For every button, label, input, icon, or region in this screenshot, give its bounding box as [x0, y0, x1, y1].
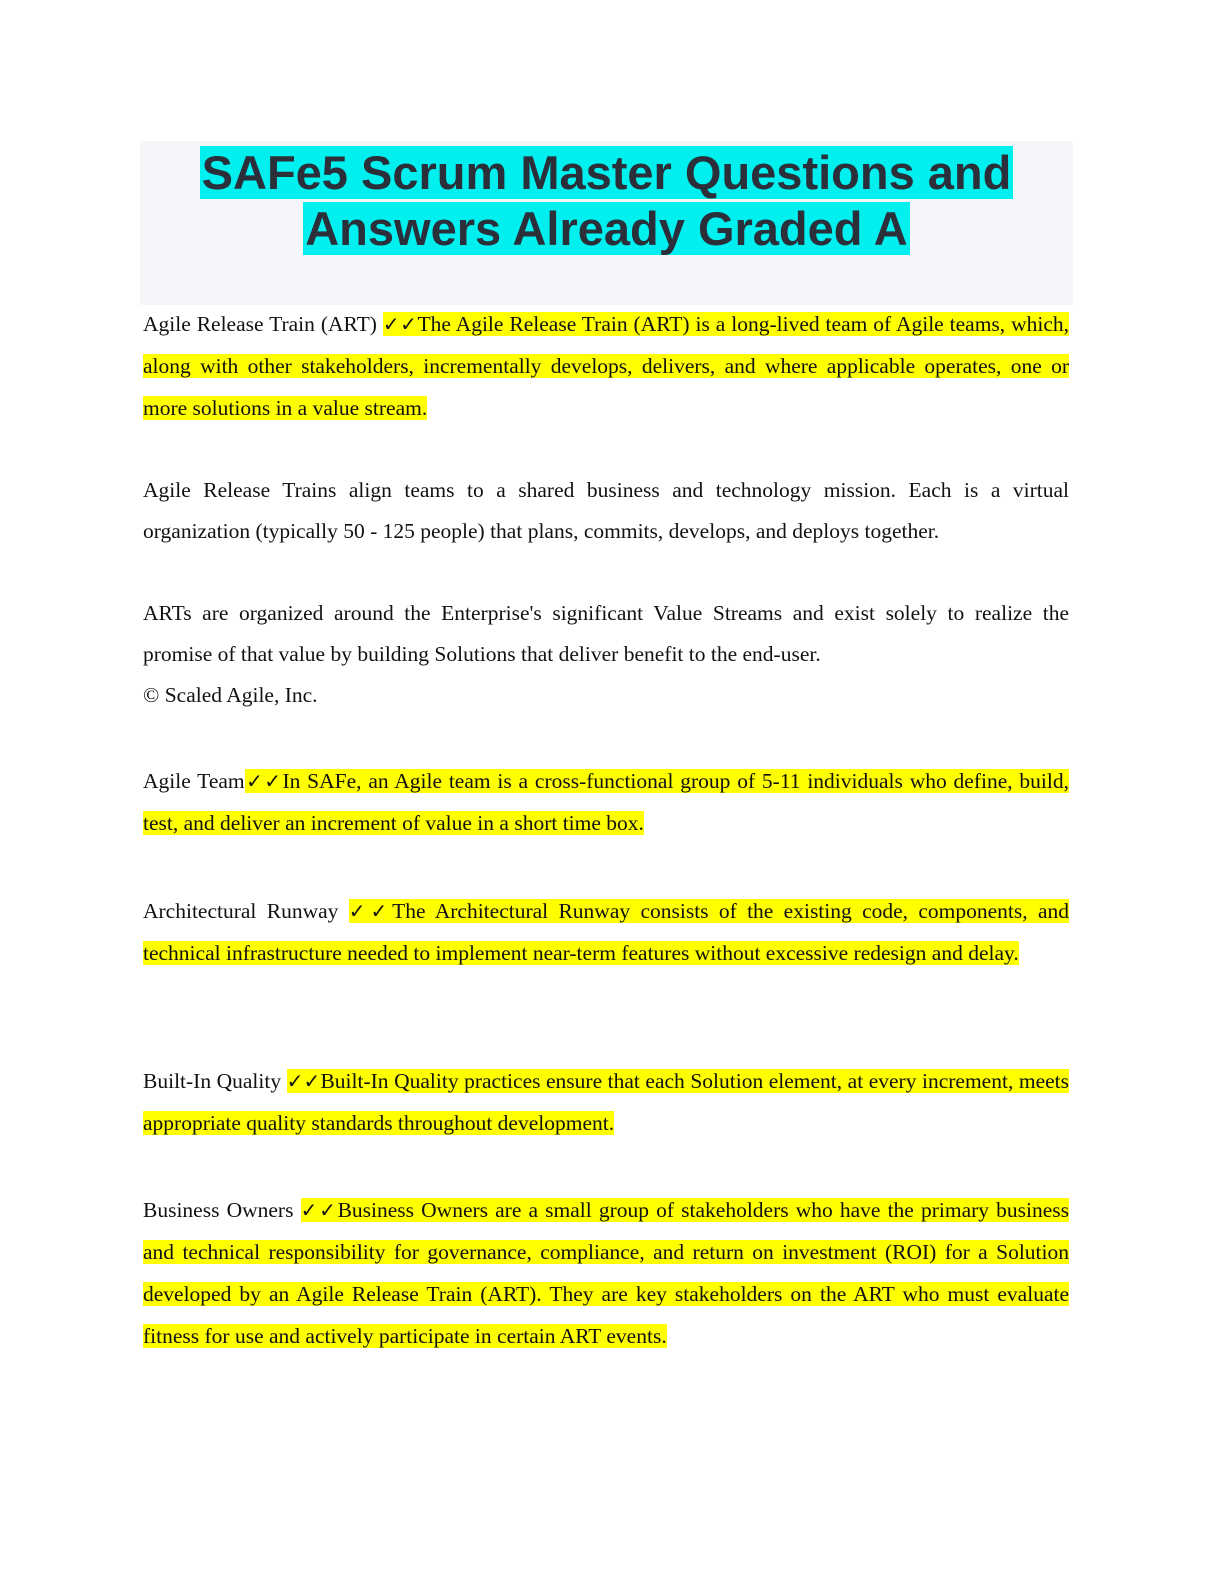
entry-answer: The Architectural Runway consists of the existing code, components, and technical infrastructure needed to implement near-term features without excessive redesign and delay.	[143, 899, 1070, 965]
entry-answer: Business Owners are a small group of stakeholders who have the primary business and technical responsibility for governance, compliance, and return on investment (ROI) for a Solution developed by an Agile Release Train (ART). They are key stakeholders on the ART who must evaluate fitness for use and actively participate in certain ART events.	[143, 1198, 1070, 1348]
entry-answer-highlight	[143, 769, 1069, 835]
entry-answer-highlight	[143, 1069, 1069, 1135]
entry-business-owners	[143, 1189, 1069, 1357]
entry-answer: The Agile Release Train (ART) is a long-lived team of Agile teams, which, along with other stakeholders, incrementally develops, delivers, and where applicable operates, one or more solutions in a value stream.	[143, 312, 1070, 420]
entry-term: Agile Team	[143, 769, 245, 793]
copyright-line: © Scaled Agile, Inc.	[143, 683, 318, 707]
title-line-1: SAFe5 Scrum Master Questions and	[201, 146, 1012, 199]
entry-term: Architectural Runway	[143, 899, 339, 923]
check-marks-icon: ✓✓	[244, 769, 283, 793]
check-marks-icon: ✓✓	[286, 1069, 321, 1093]
entry-architectural-runway	[143, 890, 1069, 974]
entry-built-in-quality	[143, 1060, 1069, 1144]
art-note-paragraph-1: Agile Release Trains align teams to a shared business and technology mission. Each is a virtual organization (typically 50 - 125 people) that plans, commits, develops, and deploys together.	[143, 478, 1069, 543]
entry-agile-release-train	[143, 303, 1069, 429]
entry-agile-team	[143, 760, 1069, 844]
entry-answer: In SAFe, an Agile team is a cross-functional group of 5-11 individuals who define, build, test, and deliver an increment of value in a short time box.	[143, 769, 1069, 835]
title-block	[140, 141, 1073, 305]
title-line-2: Answers Already Graded A	[305, 202, 908, 255]
entry-term: Built-In Quality	[143, 1069, 282, 1093]
art-note-paragraph-2: ARTs are organized around the Enterprise's significant Value Streams and exist solely to realize the promise of that value by building Solutions that deliver benefit to the end-user. © Scaled Agile, Inc.	[143, 593, 1069, 716]
entry-answer: Built-In Quality practices ensure that each Solution element, at every increment, meets appropriate quality standards throughout development.	[143, 1069, 1070, 1135]
check-marks-icon: ✓✓	[348, 899, 393, 923]
entry-term: Agile Release Train (ART)	[143, 312, 377, 336]
check-marks-icon: ✓✓	[300, 1198, 338, 1222]
entry-term: Business Owners	[143, 1198, 294, 1222]
check-marks-icon: ✓✓	[382, 312, 418, 336]
